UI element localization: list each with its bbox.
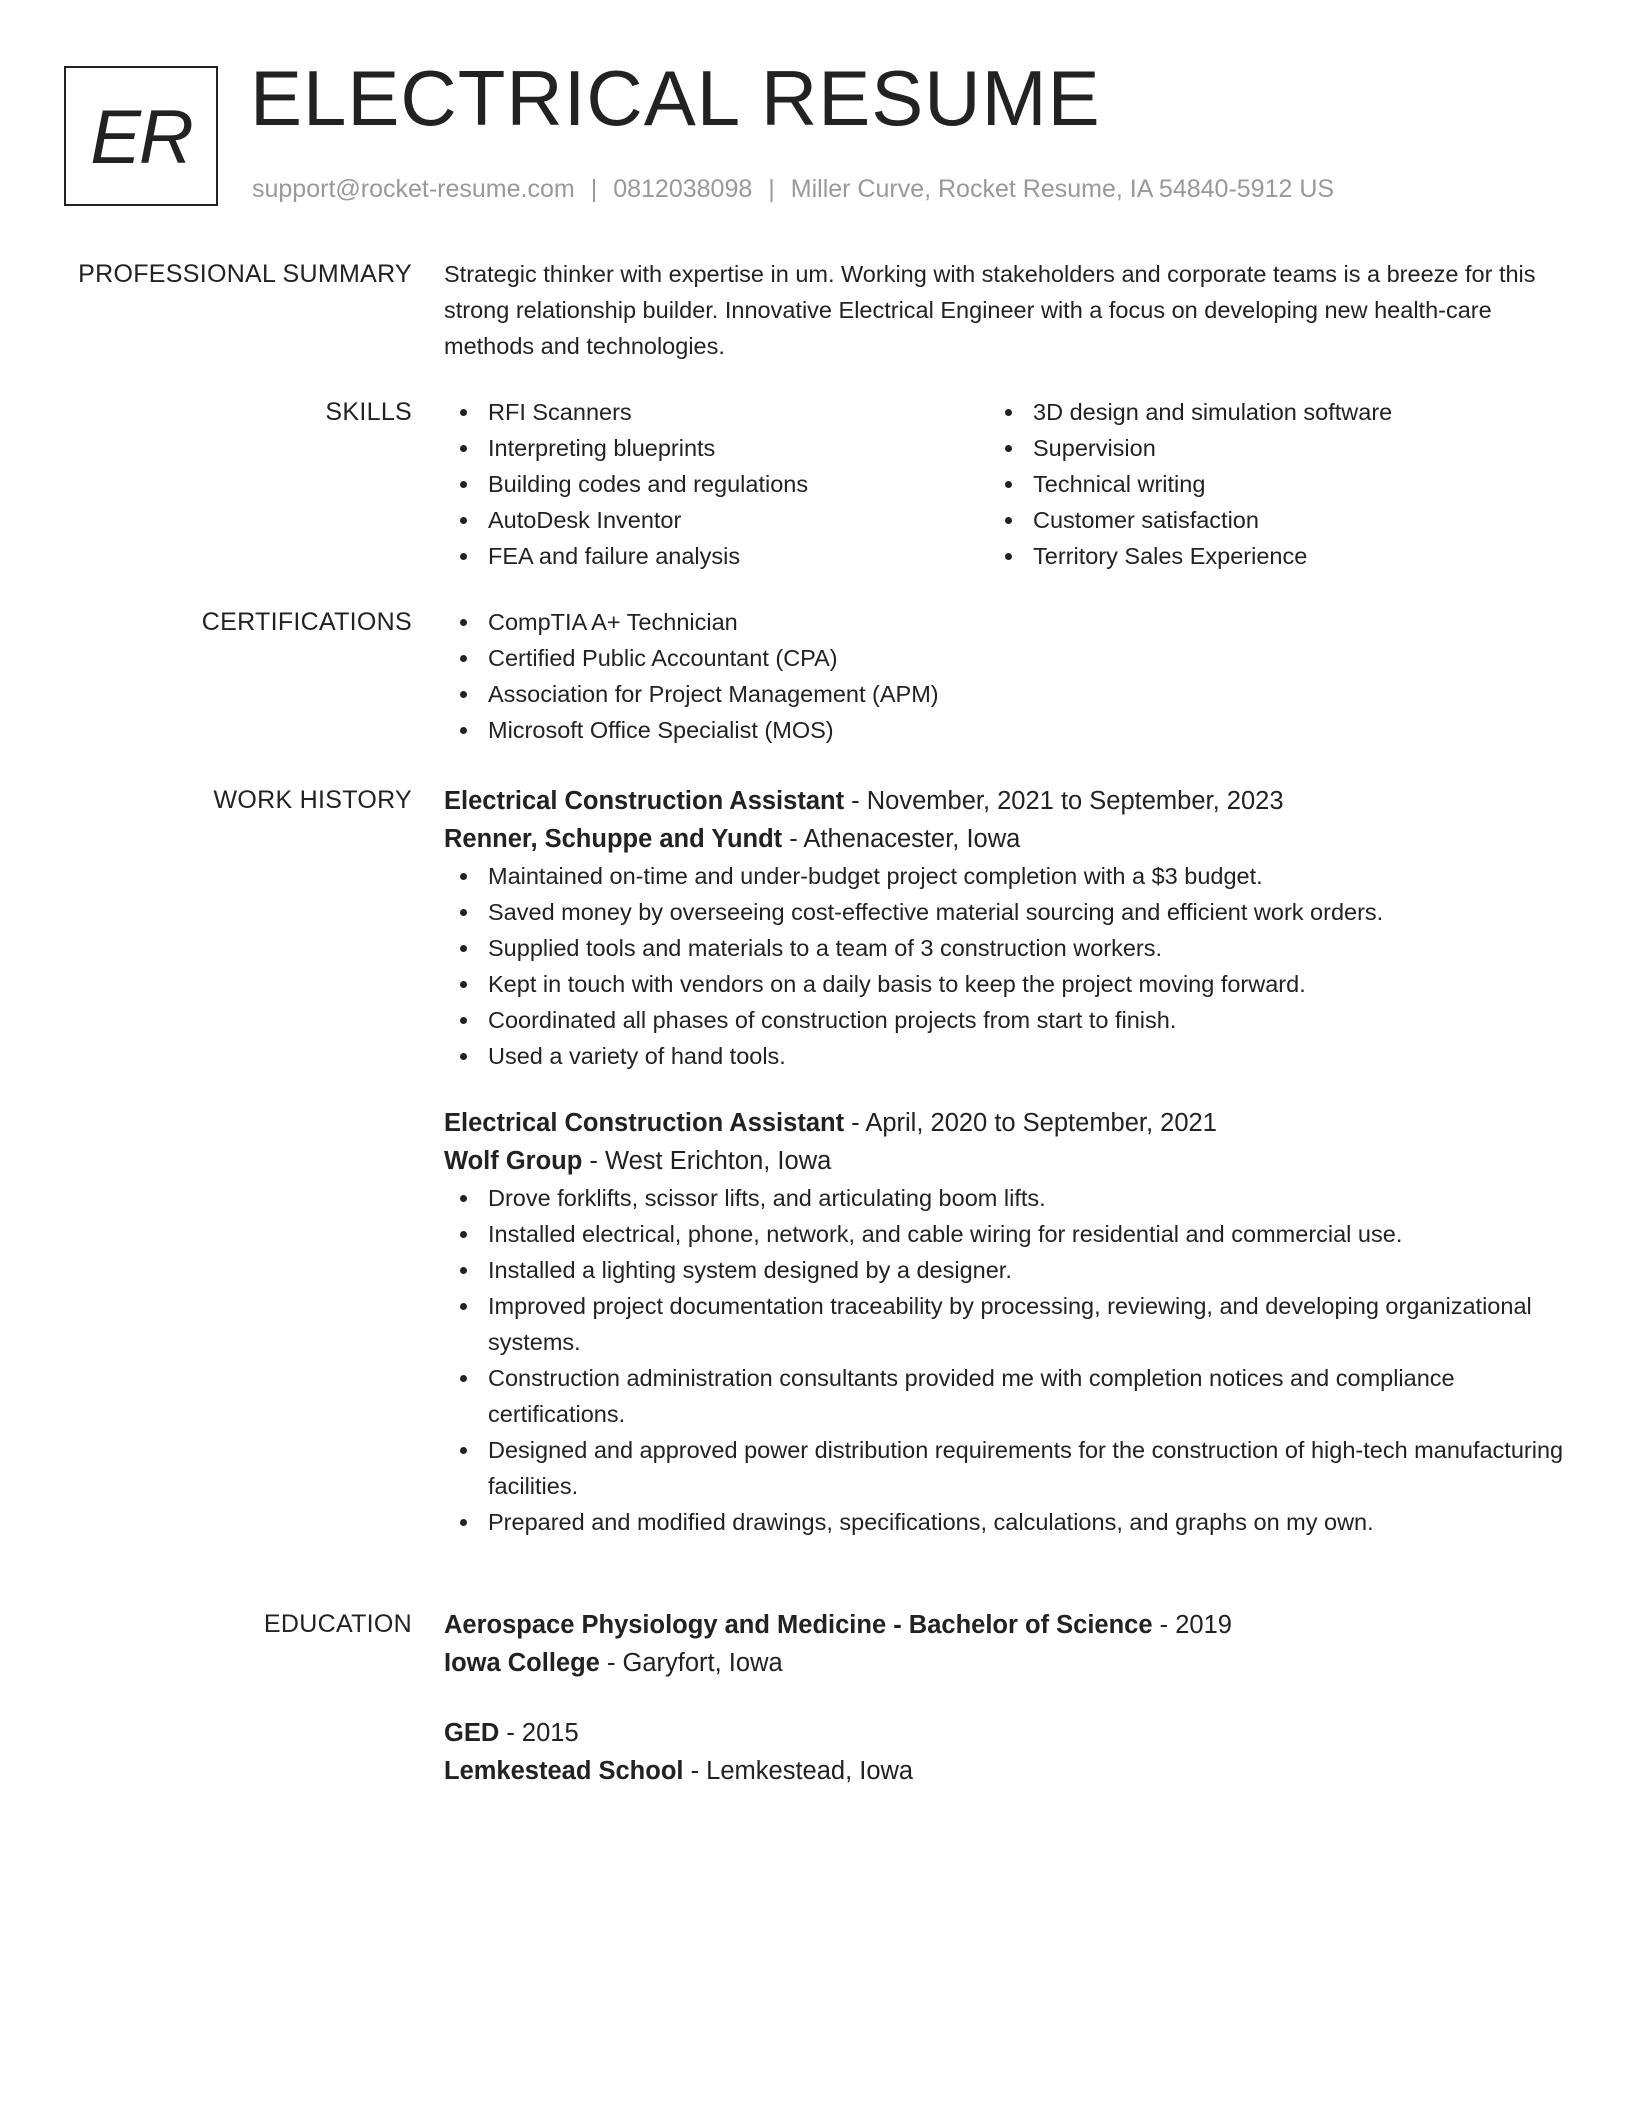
job-dates: - April, 2020 to September, 2021 — [844, 1109, 1217, 1137]
list-item: Microsoft Office Specialist (MOS) — [444, 712, 1564, 748]
list-item: FEA and failure analysis — [444, 538, 989, 574]
work-history-heading: WORK HISTORY — [213, 786, 412, 814]
list-item: Supervision — [989, 430, 1534, 466]
education-year: - 2015 — [499, 1719, 579, 1747]
list-item: Construction administration consultants provided me with completion notices and compliance certifications. — [444, 1360, 1564, 1432]
list-item: Technical writing — [989, 466, 1534, 502]
list-item: Drove forklifts, scissor lifts, and articulating boom lifts. — [444, 1180, 1564, 1216]
education-school: Iowa College — [444, 1649, 600, 1677]
education-entry — [444, 1714, 1564, 1790]
education-location: - Lemkestead, Iowa — [683, 1757, 914, 1785]
list-item: Prepared and modified drawings, specifications, calculations, and graphs on my own. — [444, 1504, 1564, 1540]
list-item: CompTIA A+ Technician — [444, 604, 1564, 640]
list-item: Kept in touch with vendors on a daily basis to keep the project moving forward. — [444, 966, 1564, 1002]
education-year: - 2019 — [1152, 1611, 1232, 1639]
work-history-body — [444, 782, 1564, 1540]
list-item: RFI Scanners — [444, 394, 989, 430]
list-item: Designed and approved power distribution requirements for the construction of high-tech manufacturing facilities. — [444, 1432, 1564, 1504]
job-company: Renner, Schuppe and Yundt — [444, 825, 783, 853]
list-item: Used a variety of hand tools. — [444, 1038, 1564, 1074]
education-degree: GED — [444, 1719, 500, 1747]
contact-separator: | — [768, 175, 775, 203]
job-title: Electrical Construction Assistant — [444, 1109, 845, 1137]
list-item: 3D design and simulation software — [989, 394, 1534, 430]
skills-column-right — [989, 394, 1534, 574]
list-item: Building codes and regulations — [444, 466, 989, 502]
resume-title: ELECTRICAL RESUME — [250, 54, 1101, 142]
education-heading: EDUCATION — [263, 1610, 412, 1638]
job-dates: - November, 2021 to September, 2023 — [844, 787, 1284, 815]
certifications-heading: CERTIFICATIONS — [201, 608, 412, 636]
certifications-body — [444, 604, 1564, 748]
job-bullets — [444, 858, 1564, 1074]
contact-address: Miller Curve, Rocket Resume, IA 54840-5912 US — [790, 175, 1335, 203]
job-title: Electrical Construction Assistant — [444, 787, 845, 815]
job-location: - Athenacester, Iowa — [782, 825, 1021, 853]
summary-text: Strategic thinker with expertise in um. Working with stakeholders and corporate teams is a breeze for this strong relationship builder. Innovative Electrical Engineer with a focus on developing new health-care methods and technologies. — [444, 261, 1536, 359]
list-item: Customer satisfaction — [989, 502, 1534, 538]
job-company-line — [444, 1142, 1564, 1180]
job-company-line — [444, 820, 1564, 858]
job-company: Wolf Group — [444, 1147, 583, 1175]
education-degree: Aerospace Physiology and Medicine - Bachelor of Science — [444, 1611, 1153, 1639]
list-item: Interpreting blueprints — [444, 430, 989, 466]
education-degree-line — [444, 1714, 1564, 1752]
list-item: Maintained on-time and under-budget project completion with a $3 budget. — [444, 858, 1564, 894]
job-title-line — [444, 1104, 1564, 1142]
list-item: Coordinated all phases of construction projects from start to finish. — [444, 1002, 1564, 1038]
education-body — [444, 1606, 1564, 1790]
list-item: Certified Public Accountant (CPA) — [444, 640, 1564, 676]
list-item: AutoDesk Inventor — [444, 502, 989, 538]
contact-email[interactable]: support@rocket-resume.com — [252, 175, 575, 203]
job-entry — [444, 782, 1564, 1074]
contact-line — [252, 174, 1334, 204]
certifications-list — [444, 604, 1564, 748]
monogram-badge — [64, 66, 218, 206]
list-item: Installed a lighting system designed by a designer. — [444, 1252, 1564, 1288]
list-item: Improved project documentation traceability by processing, reviewing, and developing organizational systems. — [444, 1288, 1564, 1360]
education-location: - Garyfort, Iowa — [599, 1649, 783, 1677]
list-item: Supplied tools and materials to a team of 3 construction workers. — [444, 930, 1564, 966]
list-item: Territory Sales Experience — [989, 538, 1534, 574]
job-location: - West Erichton, Iowa — [582, 1147, 832, 1175]
list-item: Saved money by overseeing cost-effective material sourcing and efficient work orders. — [444, 894, 1564, 930]
education-school-line — [444, 1752, 1564, 1790]
job-bullets — [444, 1180, 1564, 1540]
list-item: Installed electrical, phone, network, and cable wiring for residential and commercial use. — [444, 1216, 1564, 1252]
education-school: Lemkestead School — [444, 1757, 684, 1785]
monogram-initials: ER — [90, 94, 192, 180]
list-item: Association for Project Management (APM) — [444, 676, 1564, 712]
contact-separator: | — [590, 175, 598, 203]
skills-heading: SKILLS — [325, 398, 412, 426]
education-school-line — [444, 1644, 1564, 1682]
skills-column-left — [444, 394, 989, 574]
job-entry — [444, 1104, 1564, 1540]
summary-heading: PROFESSIONAL SUMMARY — [78, 260, 412, 288]
education-entry — [444, 1606, 1564, 1682]
job-title-line — [444, 782, 1564, 820]
contact-phone[interactable]: 0812038098 — [613, 175, 753, 203]
skills-grid — [444, 394, 1564, 574]
education-degree-line — [444, 1606, 1564, 1644]
